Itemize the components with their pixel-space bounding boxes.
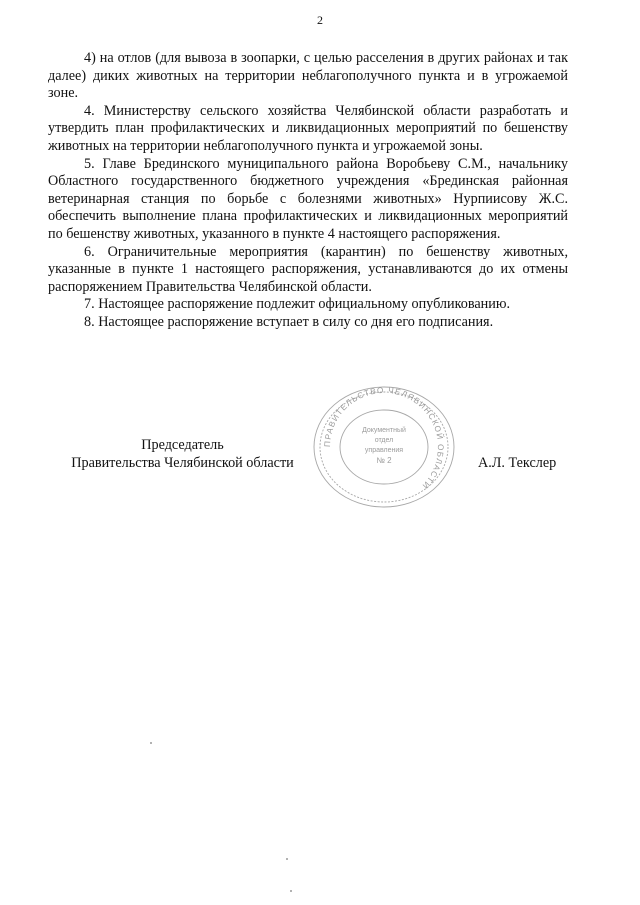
stamp-center-line2: отдел	[374, 437, 394, 444]
stamp-center-line1: Документный	[362, 427, 406, 434]
official-stamp	[308, 384, 460, 510]
stamp-center-line3: управления	[364, 447, 404, 454]
signatory-title	[60, 436, 305, 472]
paragraph-item-6: 6. Ограничительные мероприятия (карантин) по бешенству животных, указанные в пункте 1 настоящего распоряжения, устанавливаются до их отмены распоряжением Правительства Челябинской области.	[48, 243, 568, 295]
paragraph-item-8: 8. Настоящее распоряжение вступает в силу со дня его подписания.	[84, 313, 494, 330]
paragraph-item-4: 4. Министерству сельского хозяйства Челябинской области разработать и утвердить план профилактических и ликвидационных мероприятий по бешенству животных на территории неблагополучного пункта и угрожаемой зоны.	[48, 102, 568, 154]
scan-speck	[286, 858, 288, 860]
scan-speck	[150, 742, 152, 744]
paragraph-item-7: 7. Настоящее распоряжение подлежит официальному опубликованию.	[84, 296, 511, 313]
signatory-title-line2: Правительства Челябинской области	[71, 455, 294, 471]
document-body	[48, 50, 568, 332]
stamp-ring-text: ПРАВИТЕЛЬСТВО ЧЕЛЯБИНСКОЙ ОБЛАСТИ	[322, 385, 446, 491]
stamp-center-line4: № 2	[376, 456, 392, 465]
scan-speck	[290, 890, 292, 892]
paragraph-item-5: 5. Главе Брединского муниципального района Воробьеву С.М., начальнику Областного государственного бюджетного учреждения «Брединская районная ветеринарная станция по борьбе с болезнями животных» Нурпиисову Ж.С. обеспечить выполнение плана профилактических и ликвидационных мероприятий по бешенству животных, указанного в пункте 4 настоящего распоряжения.	[48, 155, 568, 242]
paragraph-4-subitem: 4) на отлов (для вывоза в зоопарки, с целью расселения в других районах и так далее) диких животных на территории неблагополучного пункта и в угрожаемой зоне.	[48, 50, 568, 102]
page-number: 2	[317, 13, 323, 27]
signatory-title-line1: Председатель	[141, 437, 224, 453]
signatory-name: А.Л. Текслер	[478, 455, 557, 471]
